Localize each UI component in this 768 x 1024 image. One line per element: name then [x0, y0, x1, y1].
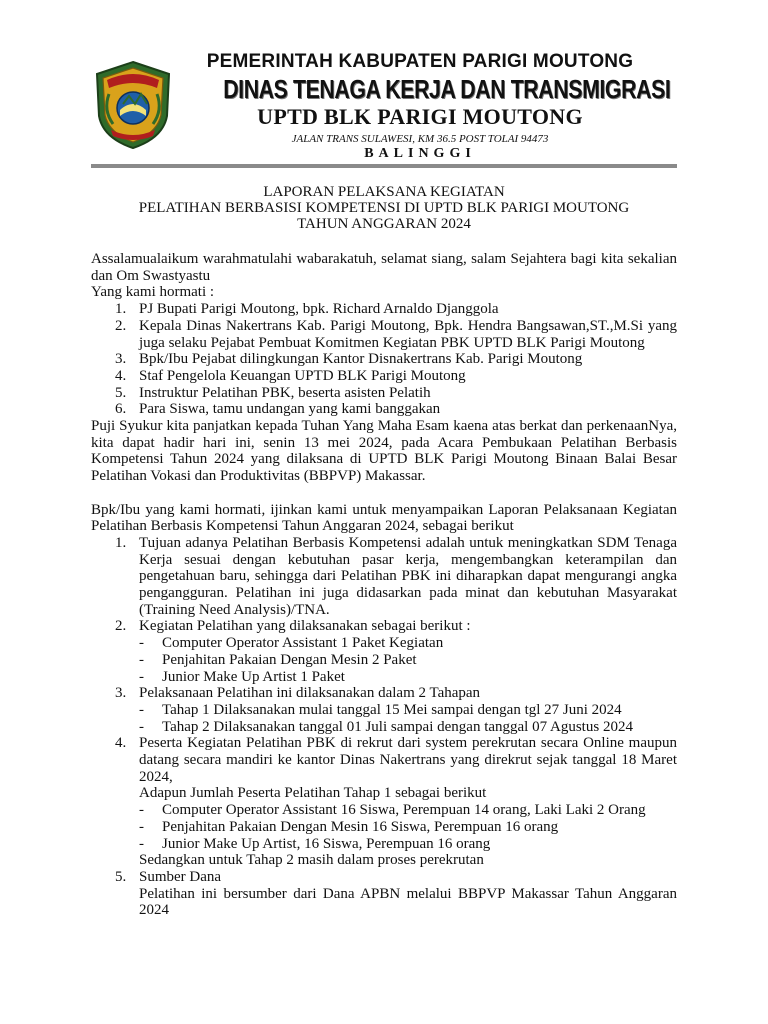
address: JALAN TRANS SULAWESI, KM 36.5 POST TOLAI 94473	[291, 133, 549, 145]
list-item: 6. Para Siswa, tamu undangan yang kami banggakan	[115, 401, 441, 418]
letterhead-divider	[91, 164, 677, 168]
list-item: - Tahap 2 Dilaksanakan tanggal 01 Juli sampai dengan tanggal 07 Agustus 2024	[139, 718, 633, 735]
paragraph-gap	[91, 485, 677, 502]
report-list	[91, 535, 677, 919]
list-item: 3. Bpk/Ibu Pejabat dilingkungan Kantor Disnakertrans Kab. Parigi Moutong	[115, 351, 583, 368]
title-line-1: LAPORAN PELAKSANA KEGIATAN	[263, 184, 505, 200]
opening-paragraph: Puji Syukur kita panjatkan kepada Tuhan Yang Maha Esam kaena atas berkat dan perkenaanNya, kita dapat hadir hari ini, senin 13 mei 2024, pada Acara Pembukaan Pelatihan Berbasis Kompetensi Tahun 2024 yang dilaksana di UPTD BLK Parigi Moutong Binaan Balai Besar Pelatihan Vokasi dan Produktivitas (BBPVP) Makassar.	[91, 418, 677, 485]
unit-name: UPTD BLK PARIGI MOUTONG	[257, 104, 583, 129]
report-item-schedule: 3. Pelaksanaan Pelatihan ini dilaksanakan dalam 2 Tahapan - Tahap 1 Dilaksanakan mulai tanggal 15 Mei sampai dengan tgl 27 Juni 2024 - Tahap 2 Dilaksanakan tanggal 01 Juli sampai dengan tanggal 07 Agustus 2024	[91, 685, 677, 735]
report-item-activities: 2. Kegiatan Pelatihan yang dilaksanakan sebagai berikut : - Computer Operator Assistant 1 Paket Kegiatan - Penjahitan Pakaian Dengan Mesin 2 Paket - Junior Make Up Artist 1 Paket	[91, 618, 677, 685]
agency-name: DINAS TENAGA KERJA DAN TRANSMIGRASI	[223, 74, 671, 104]
report-item-purpose: 1. Tujuan adanya Pelatihan Berbasis Kompetensi adalah untuk meningkatkan SDM Tenaga Kerja sesuai dengan kebutuhan pasar kerja, mengembangkan keterampilan dan pengetahuan baru, sehingga dari Pelatihan PBK ini diharapkan dapat mengurangi angka pengangguran. Pelatihan ini juga didasarkan pada minat dan kebutuhan Masyarakat (Training Need Analysis)/TNA.	[115, 534, 677, 618]
honored-label: Yang kami hormati :	[91, 284, 215, 301]
title-line-2: PELATIHAN BERBASISI KOMPETENSI DI UPTD BLK PARIGI MOUTONG	[138, 200, 630, 216]
list-item: - Junior Make Up Artist 1 Paket	[139, 668, 345, 685]
letterhead	[180, 50, 671, 162]
activities-list	[139, 635, 677, 685]
greeting: Assalamualaikum warahmatulahi wabarakatuh, selamat siang, salam Sejahtera bagi kita sekalian dan Om Swastyastu	[91, 251, 677, 284]
participants-list	[139, 802, 677, 852]
report-title	[91, 184, 677, 232]
list-item: 1. PJ Bupati Parigi Moutong, bpk. Richard Arnaldo Djanggola	[115, 301, 499, 318]
list-item: 2. Kepala Dinas Nakertrans Kab. Parigi Moutong, Bpk. Hendra Bangsawan,ST.,M.Si yang juga selaku Pejabat Pembuat Komitmen Kegiatan PBK UPTD BLK Parigi Moutong	[115, 317, 677, 351]
schedule-list	[139, 702, 677, 735]
honored-list	[91, 301, 677, 418]
list-item: 4. Staf Pengelola Keuangan UPTD BLK Parigi Moutong	[115, 367, 466, 384]
list-item: - Junior Make Up Artist, 16 Siswa, Perempuan 16 orang	[139, 835, 491, 852]
government-name: PEMERINTAH KABUPATEN PARIGI MOUTONG	[206, 51, 634, 72]
list-item: - Tahap 1 Dilaksanakan mulai tanggal 15 Mei sampai dengan tgl 27 Juni 2024	[139, 701, 622, 718]
list-item: - Penjahitan Pakaian Dengan Mesin 2 Paket	[139, 651, 417, 668]
title-line-3: TAHUN ANGGARAN 2024	[297, 216, 471, 232]
list-item: - Penjahitan Pakaian Dengan Mesin 16 Siswa, Perempuan 16 orang	[139, 818, 559, 835]
report-body	[91, 251, 677, 919]
report-item-funding: 5. Sumber Dana Pelatihan ini bersumber dari Dana APBN melalui BBPVP Makassar Tahun Anggaran 2024	[115, 869, 677, 919]
list-item: - Computer Operator Assistant 16 Siswa, Perempuan 14 orang, Laki Laki 2 Orang	[139, 802, 646, 819]
regency-emblem-icon	[93, 60, 173, 150]
list-item: 5. Instruktur Pelatihan PBK, beserta asisten Pelatih	[115, 384, 431, 401]
report-intro-paragraph: Bpk/Ibu yang kami hormati, ijinkan kami untuk menyampaikan Laporan Pelaksanaan Kegiatan Pelatihan Berbasis Kompetensi Tahun Anggaran 2024, sebagai berikut	[91, 501, 677, 535]
town: BALINGGI	[364, 146, 476, 161]
report-item-participants: 4. Peserta Kegiatan Pelatihan PBK di rekrut dari system perekrutan secara Online maupun datang secara mandiri ke kantor Dinas Nakertrans yang direkrut sejak tanggal 18 Maret 2024, Adapun Jumlah Peserta Pelatihan Tahap 1 sebagai berikut - Computer Operator Assistant 16 Siswa, Perempuan 14 orang, Laki Laki 2 Orang - Penjahitan Pakaian Dengan Mesin 16 Siswa, Perempuan 16 orang - Junior Make Up Artist, 16 Siswa, Perempuan 16 orang Sedangkan untuk Tahap 2 masih dalam proses perekrutan	[115, 735, 677, 869]
list-item: - Computer Operator Assistant 1 Paket Kegiatan	[139, 635, 444, 652]
